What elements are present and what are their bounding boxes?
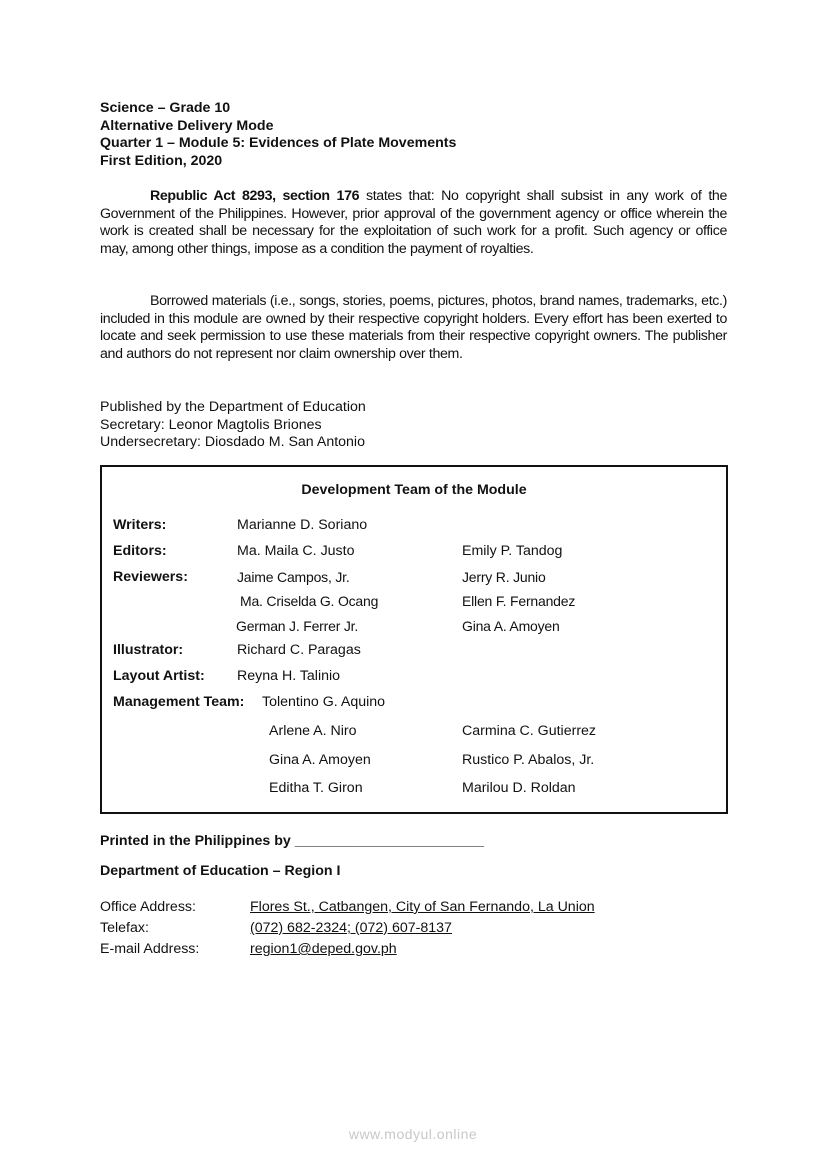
editor-name: Emily P. Tandog <box>462 543 563 559</box>
writers-label: Writers: <box>113 517 167 533</box>
copyright-notice <box>100 188 727 258</box>
copyright-law-reference: Republic Act 8293, section 176 <box>150 188 360 204</box>
reviewer-name: Ellen F. Fernandez <box>462 593 576 609</box>
writer-name: Marianne D. Soriano <box>237 517 368 533</box>
telefax-label: Telefax: <box>100 920 149 936</box>
borrowed-materials-notice: Borrowed materials (i.e., songs, stories, poems, pictures, photos, brand names, trademarks, etc.) included in this module are owned by their respective copyright holders. Every effort has been exerted to locate and seek permission to use these materials from their respective copyright owners. The publisher and authors do not represent nor claim ownership over them. <box>100 293 727 362</box>
delivery-mode: Alternative Delivery Mode <box>100 117 274 134</box>
management-team-label: Management Team: <box>113 694 245 710</box>
edition: First Edition, 2020 <box>100 152 223 169</box>
module-title: Quarter 1 – Module 5: Evidences of Plate Movements <box>100 135 457 152</box>
email-label: E-mail Address: <box>100 941 200 957</box>
management-member-name: Marilou D. Roldan <box>462 780 576 796</box>
management-member-name: Carmina C. Gutierrez <box>462 723 597 739</box>
management-member-name: Editha T. Giron <box>269 780 363 796</box>
reviewer-name: German J. Ferrer Jr. <box>236 618 359 634</box>
management-member-name: Gina A. Amoyen <box>269 752 371 768</box>
published-by: Published by the Department of Education <box>100 399 366 415</box>
editor-name: Ma. Maila C. Justo <box>237 543 355 559</box>
reviewer-name: Jaime Campos, Jr. <box>237 569 350 585</box>
management-member-name: Rustico P. Abalos, Jr. <box>462 752 595 768</box>
management-member-name: Arlene A. Niro <box>269 723 357 739</box>
reviewer-name: Jerry R. Junio <box>462 569 546 585</box>
management-member-name: Tolentino G. Aquino <box>262 694 386 710</box>
layout-artist-label: Layout Artist: <box>113 668 205 684</box>
module-title-block <box>100 100 456 170</box>
office-address-value[interactable]: Flores St., Catbangen, City of San Fernando, La Union <box>250 899 595 915</box>
illustrator-name: Richard C. Paragas <box>237 642 361 658</box>
printed-by-line: Printed in the Philippines by ________________________ <box>100 833 485 849</box>
office-address-label: Office Address: <box>100 899 196 915</box>
illustrator-label: Illustrator: <box>113 642 184 658</box>
reviewer-name: Ma. Criselda G. Ocang <box>240 593 379 609</box>
reviewer-name: Gina A. Amoyen <box>462 618 560 634</box>
reviewers-label: Reviewers: <box>113 569 188 585</box>
telefax-value[interactable]: (072) 682-2324; (072) 607-8137 <box>250 920 452 936</box>
publisher-info <box>100 399 366 452</box>
secretary: Secretary: Leonor Magtolis Briones <box>100 416 322 433</box>
subject-grade: Science – Grade 10 <box>100 100 231 116</box>
development-team-box <box>100 465 728 814</box>
email-link[interactable]: region1@deped.gov.ph <box>250 941 397 957</box>
layout-artist-name: Reyna H. Talinio <box>237 668 341 684</box>
team-title: Development Team of the Module <box>301 482 527 498</box>
copyright-text: states that: No copyright shall subsist in any work of the Government of the Philippines. However, prior approval of the government agency or office wherein the work is created shall be necessary for the exploitation of such work for a profit. Such agency or office may, among other things, impose as a condition the payment of royalties. <box>100 188 727 257</box>
watermark: www.modyul.online <box>348 1126 478 1142</box>
undersecretary: Undersecretary: Diosdado M. San Antonio <box>100 434 365 451</box>
deped-region: Department of Education – Region I <box>100 863 341 879</box>
editors-label: Editors: <box>113 543 167 559</box>
